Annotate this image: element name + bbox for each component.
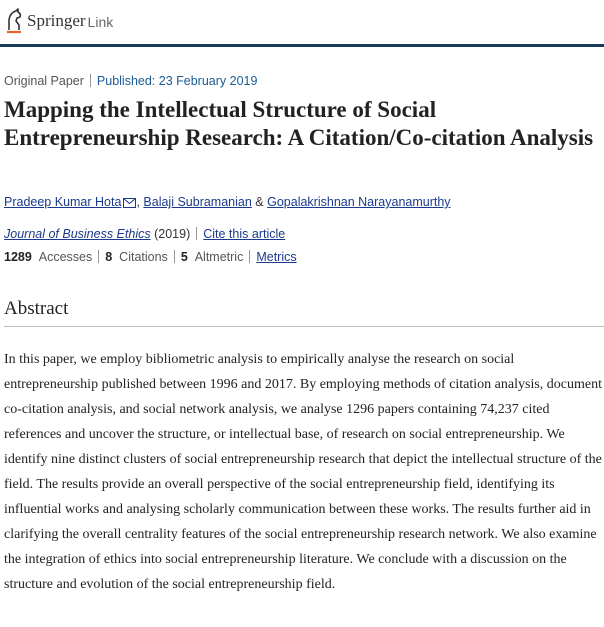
author-link-2[interactable]: Balaji Subramanian [143, 195, 252, 209]
author-link-3[interactable]: Gopalakrishnan Narayanamurthy [267, 195, 451, 209]
author-separator: , [136, 195, 140, 209]
abstract-divider [4, 326, 604, 327]
author-list [4, 195, 451, 211]
metrics-link[interactable]: Metrics [256, 250, 297, 264]
brand-name: Springer [27, 11, 86, 30]
cite-article-link[interactable]: Cite this article [203, 227, 286, 241]
site-header [0, 0, 604, 47]
meta-divider [90, 74, 91, 87]
journal-divider [196, 227, 197, 240]
altmetric-label: Altmetric [194, 250, 244, 264]
journal-line [4, 227, 285, 241]
journal-link[interactable]: Journal of Business Ethics [4, 227, 151, 241]
email-icon[interactable] [123, 197, 136, 211]
author-link-1[interactable]: Pradeep Kumar Hota [4, 195, 122, 209]
published-date: Published: 23 February 2019 [96, 74, 258, 88]
altmetric-count: 5 [180, 250, 188, 264]
metrics-divider [98, 250, 99, 263]
citations-label: Citations [119, 250, 168, 264]
abstract-text: In this paper, we employ bibliometric analysis to empirically analyse the research on social entrepreneurship published between 1996 and 2017. By employing methods of citation analysis, document co-citation analysis, and social network analysis, we analyse 1296 papers containing 74,237 cited references and uncover the structure, or intellectual base, of research on social entrepreneurship. We identify nine distinct clusters of social entrepreneurship research that depict the intellectual structure of the field. The results provide an overall perspective of the social entrepreneurship field, identifying its influential works and analysing scholarly communication between these works. The results further aid in clarifying the overall centrality features of the social entrepreneurship research network. We also examine the integration of ethics into social entrepreneurship literature. We conclude with a discussion on the structure and evolution of the social entrepreneurship field. [4, 352, 602, 592]
accesses-count: 1289 [4, 250, 32, 264]
springer-link-logo[interactable] [4, 8, 113, 34]
author-ampersand: & [255, 195, 264, 209]
article-meta [4, 74, 257, 88]
article-type: Original Paper [4, 74, 84, 88]
citations-count: 8 [105, 250, 113, 264]
publication-year: (2019) [154, 227, 191, 241]
abstract-heading: Abstract [4, 298, 69, 319]
metrics-divider [249, 250, 250, 263]
metrics-divider [174, 250, 175, 263]
springer-horse-icon [4, 8, 24, 34]
article-title: Mapping the Intellectual Structure of Social Entrepreneurship Research: A Citation/Co-citation Analysis [4, 97, 594, 150]
article-metrics [4, 250, 297, 264]
accesses-label: Accesses [38, 250, 93, 264]
brand-suffix: Link [87, 14, 114, 30]
